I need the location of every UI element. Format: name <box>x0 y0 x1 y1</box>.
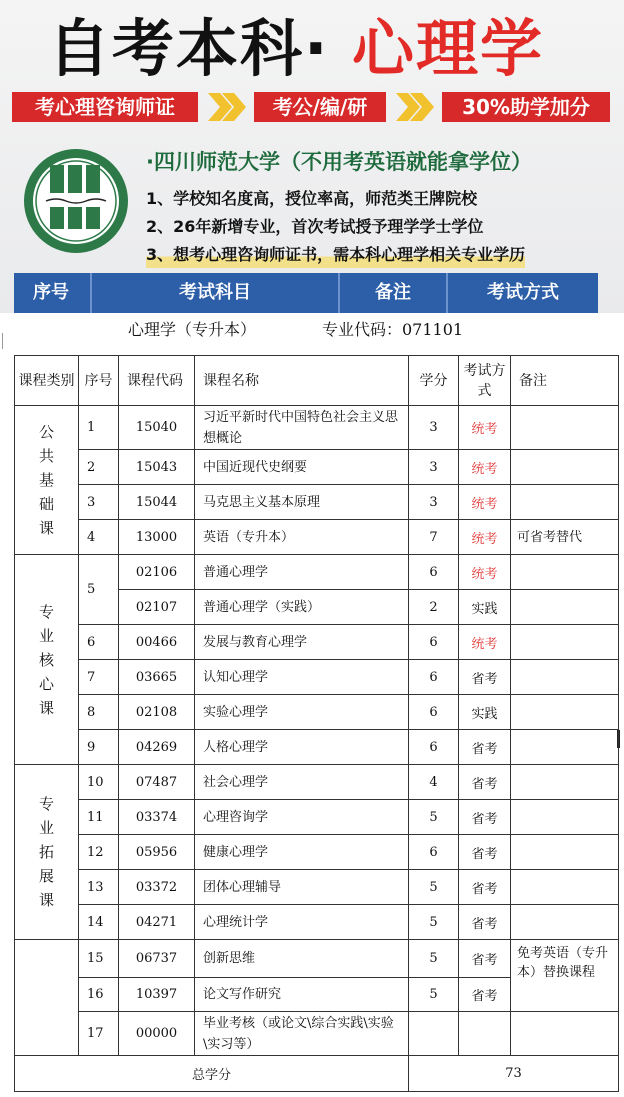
row-code: 15040 <box>119 406 195 450</box>
row-exam: 省考 <box>459 870 511 905</box>
row-code: 07487 <box>119 765 195 800</box>
row-name: 创新思维 <box>195 940 409 978</box>
row-credit: 5 <box>409 870 459 905</box>
row-note <box>511 625 619 660</box>
row-credit <box>409 1012 459 1056</box>
row-no: 5 <box>79 555 119 625</box>
row-name: 马克思主义基本原理 <box>195 485 409 520</box>
selling-point-3: 3、想考心理咨询师证书，需本科心理学相关专业学历 <box>146 242 525 268</box>
major-name: 心理学（专升本） <box>128 320 257 339</box>
row-code: 03374 <box>119 800 195 835</box>
row-note <box>511 835 619 870</box>
table-row <box>15 800 619 835</box>
category-label: 专业核心课 <box>38 602 54 717</box>
row-no: 13 <box>79 870 119 905</box>
row-note <box>511 695 619 730</box>
selling-point-2: 2、26年新增专业，首次考试授予理学学士学位 <box>146 217 484 236</box>
category-cell <box>15 406 79 555</box>
row-no: 12 <box>79 835 119 870</box>
row-exam: 统考 <box>459 625 511 660</box>
row-credit: 2 <box>409 590 459 625</box>
row-credit: 3 <box>409 406 459 450</box>
table-row <box>15 835 619 870</box>
row-code: 10397 <box>119 978 195 1012</box>
row-credit: 5 <box>409 978 459 1012</box>
row-note <box>511 870 619 905</box>
table-row <box>15 485 619 520</box>
row-no: 4 <box>79 520 119 555</box>
row-code: 00000 <box>119 1012 195 1056</box>
row-no: 11 <box>79 800 119 835</box>
row-name: 普通心理学 <box>195 555 409 590</box>
row-exam: 省考 <box>459 835 511 870</box>
row-code: 15043 <box>119 450 195 485</box>
col-credit: 学分 <box>409 356 459 406</box>
col-no: 序号 <box>79 356 119 406</box>
row-credit: 6 <box>409 660 459 695</box>
row-no: 17 <box>79 1012 119 1056</box>
row-no: 16 <box>79 978 119 1012</box>
row-exam: 省考 <box>459 730 511 765</box>
pill-bonus: 30%助学加分 <box>442 92 610 122</box>
header-note: 备注 <box>375 282 411 303</box>
header-subject: 考试科目 <box>179 282 251 303</box>
table-row <box>15 450 619 485</box>
col-code: 课程代码 <box>119 356 195 406</box>
major-code: 专业代码：071101 <box>322 320 464 339</box>
row-name: 毕业考核（或论文\综合实践\实验\实习等） <box>195 1012 409 1056</box>
row-credit: 3 <box>409 485 459 520</box>
row-exam: 统考 <box>459 555 511 590</box>
category-cell <box>15 555 79 765</box>
row-exam: 省考 <box>459 905 511 940</box>
row-note <box>511 1012 619 1056</box>
row-exam <box>459 1012 511 1056</box>
row-name: 健康心理学 <box>195 835 409 870</box>
category-label: 专业拓展课 <box>38 795 54 909</box>
row-code: 02107 <box>119 590 195 625</box>
row-note <box>511 660 619 695</box>
row-credit: 5 <box>409 940 459 978</box>
table-header-row <box>15 356 619 406</box>
course-table <box>14 355 619 1092</box>
table-row <box>15 1012 619 1056</box>
university-seal-icon <box>22 147 130 255</box>
table-row <box>15 625 619 660</box>
row-credit: 6 <box>409 730 459 765</box>
row-credit: 6 <box>409 555 459 590</box>
header-no: 序号 <box>33 282 69 303</box>
blue-header-bar <box>14 273 598 313</box>
row-code: 04271 <box>119 905 195 940</box>
row-name: 发展与教育心理学 <box>195 625 409 660</box>
total-label: 总学分 <box>15 1056 409 1092</box>
row-credit: 6 <box>409 625 459 660</box>
row-name: 习近平新时代中国特色社会主义思想概论 <box>195 406 409 450</box>
row-credit: 5 <box>409 800 459 835</box>
row-note <box>511 590 619 625</box>
table-row <box>15 406 619 450</box>
row-credit: 7 <box>409 520 459 555</box>
row-note <box>511 485 619 520</box>
row-exam: 省考 <box>459 800 511 835</box>
university-heading: ·四川师范大学（不用考英语就能拿学位） <box>146 150 532 174</box>
table-row <box>15 695 619 730</box>
row-no: 14 <box>79 905 119 940</box>
category-cell <box>15 940 79 1056</box>
row-exam: 实践 <box>459 695 511 730</box>
row-exam: 统考 <box>459 406 511 450</box>
row-no: 9 <box>79 730 119 765</box>
row-name: 中国近现代史纲要 <box>195 450 409 485</box>
row-code: 06737 <box>119 940 195 978</box>
row-exam: 统考 <box>459 450 511 485</box>
row-no: 7 <box>79 660 119 695</box>
total-value: 73 <box>409 1056 619 1092</box>
row-exam: 省考 <box>459 978 511 1012</box>
row-code: 13000 <box>119 520 195 555</box>
row-no: 15 <box>79 940 119 978</box>
row-name: 实验心理学 <box>195 695 409 730</box>
selling-point-1: 1、学校知名度高，授位率高，师范类王牌院校 <box>146 189 478 208</box>
row-code: 02106 <box>119 555 195 590</box>
row-note <box>511 450 619 485</box>
row-exam: 统考 <box>459 520 511 555</box>
row-name: 普通心理学（实践） <box>195 590 409 625</box>
row-name: 社会心理学 <box>195 765 409 800</box>
category-label: 公共基础课 <box>38 423 54 537</box>
row-name: 人格心理学 <box>195 730 409 765</box>
col-name: 课程名称 <box>195 356 409 406</box>
row-no: 6 <box>79 625 119 660</box>
col-note: 备注 <box>511 356 619 406</box>
row-code: 03665 <box>119 660 195 695</box>
row-name: 心理咨询学 <box>195 800 409 835</box>
row-note <box>511 800 619 835</box>
table-row <box>15 905 619 940</box>
total-row <box>15 1056 619 1092</box>
category-cell <box>15 765 79 940</box>
pill-exam-paths: 考公/编/研 <box>254 92 386 122</box>
sheet-edge-mark <box>2 333 11 349</box>
promo-banner <box>0 0 624 318</box>
table-row <box>15 765 619 800</box>
row-exam: 省考 <box>459 660 511 695</box>
row-code: 04269 <box>119 730 195 765</box>
col-exam: 考试方式 <box>459 356 511 406</box>
pill-counselor-cert: 考心理咨询师证 <box>12 92 198 122</box>
row-credit: 3 <box>409 450 459 485</box>
row-name: 论文写作研究 <box>195 978 409 1012</box>
row-no: 10 <box>79 765 119 800</box>
table-row <box>15 940 619 978</box>
row-name: 英语（专升本） <box>195 520 409 555</box>
row-code: 05956 <box>119 835 195 870</box>
row-name: 认知心理学 <box>195 660 409 695</box>
row-credit: 5 <box>409 905 459 940</box>
table-row <box>15 520 619 555</box>
col-category: 课程类别 <box>15 356 79 406</box>
banner-title: 自考本科· <box>48 12 330 85</box>
row-exam: 统考 <box>459 485 511 520</box>
row-note <box>511 765 619 800</box>
row-code: 00466 <box>119 625 195 660</box>
table-row <box>15 660 619 695</box>
row-code: 02108 <box>119 695 195 730</box>
header-exam-method: 考试方式 <box>487 282 559 303</box>
row-note <box>511 555 619 590</box>
row-no: 2 <box>79 450 119 485</box>
row-name: 团体心理辅导 <box>195 870 409 905</box>
table-row <box>15 870 619 905</box>
row-name: 心理统计学 <box>195 905 409 940</box>
row-exam: 实践 <box>459 590 511 625</box>
chevron-right-icon <box>392 90 438 124</box>
row-note <box>511 730 619 765</box>
row-note: 可省考替代 <box>511 520 619 555</box>
row-no: 1 <box>79 406 119 450</box>
row-exam: 省考 <box>459 765 511 800</box>
row-credit: 4 <box>409 765 459 800</box>
row-credit: 6 <box>409 695 459 730</box>
row-code: 15044 <box>119 485 195 520</box>
row-note: 免考英语（专升本）替换课程 <box>511 940 619 1012</box>
banner-title-accent: 心理学 <box>352 12 545 85</box>
row-note <box>511 406 619 450</box>
row-no: 3 <box>79 485 119 520</box>
row-exam: 省考 <box>459 940 511 978</box>
chevron-right-icon <box>204 90 250 124</box>
row-credit: 6 <box>409 835 459 870</box>
table-row <box>15 730 619 765</box>
row-no: 8 <box>79 695 119 730</box>
table-row <box>15 555 619 590</box>
row-note <box>511 905 619 940</box>
row-code: 03372 <box>119 870 195 905</box>
